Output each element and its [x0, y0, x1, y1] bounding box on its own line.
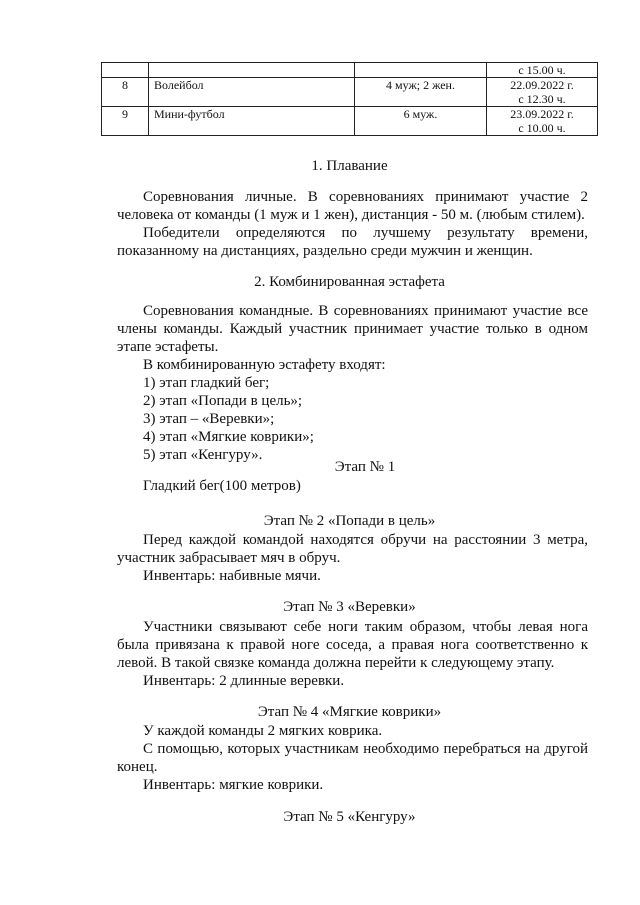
team-composition: 4 муж; 2 жен. [355, 78, 487, 107]
paragraph-line: Перед каждой командой находятся обручи на расстоянии 3 метра, [143, 532, 588, 548]
team-composition: 6 муж. [355, 107, 487, 136]
paragraph-line: Соревнования командные. В соревнованиях принимают участие все [143, 303, 588, 319]
row-number: 9 [102, 107, 149, 136]
stage-text: Гладкий бег(100 метров) [143, 478, 301, 494]
date-time-cell [487, 107, 598, 136]
sport-name [149, 63, 355, 78]
schedule-table [101, 62, 598, 136]
stage-title: Этап № 5 «Кенгуру» [283, 809, 416, 825]
section-title-swimming: 1. Плавание [311, 158, 388, 174]
stage-title: Этап № 2 «Попади в цель» [263, 513, 436, 529]
paragraph-line: участник забрасывает мяч в обруч. [117, 550, 341, 566]
date-time-cell [487, 78, 598, 107]
paragraph-line: С помощью, которых участникам необходимо перебраться на другой [143, 741, 588, 757]
event-date: 22.09.2022 г. [510, 78, 574, 92]
stage-list-item: 2) этап «Попади в цель»; [143, 393, 303, 409]
stage-title: Этап № 3 «Веревки» [283, 599, 416, 615]
event-date: 23.09.2022 г. [510, 107, 574, 121]
section-title-relay: 2. Комбинированная эстафета [254, 274, 445, 290]
team-composition [355, 63, 487, 78]
table-row [102, 107, 598, 136]
inventory-line: Инвентарь: 2 длинные веревки. [143, 673, 345, 689]
stage-list-item: 3) этап – «Веревки»; [143, 411, 275, 427]
sport-name: Мини-футбол [149, 107, 355, 136]
inventory-line: Инвентарь: набивные мячи. [143, 568, 321, 584]
paragraph-line: Победители определяются по лучшему результату времени, [143, 225, 588, 241]
paragraph-line: левой. В такой связке команда должна перейти к следующему этапу. [117, 655, 555, 671]
stage-title: Этап № 4 «Мягкие коврики» [257, 704, 442, 720]
stage-list-item: 4) этап «Мягкие коврики»; [143, 429, 314, 445]
stage-list-item: 5) этап «Кенгуру». [143, 447, 263, 463]
relay-intro: В комбинированную эстафету входят: [143, 357, 386, 373]
paragraph-line: человека от команды (1 муж и 1 жен), дистанция - 50 м. (любым стилем). [117, 207, 585, 223]
paragraph-line: члены команды. Каждый участник принимает участие только в одном [117, 321, 588, 337]
table-row [102, 63, 598, 78]
stage-list-item: 1) этап гладкий бег; [143, 375, 270, 391]
row-number [102, 63, 149, 78]
paragraph-line: У каждой команды 2 мягких коврика. [143, 723, 383, 739]
paragraph-line: показанному на дистанциях, раздельно среди мужчин и женщин. [117, 243, 533, 259]
event-time: с 12.30 ч. [518, 92, 566, 106]
row-number: 8 [102, 78, 149, 107]
event-time: с 15.00 ч. [518, 63, 566, 77]
stage-title: Этап № 1 [334, 459, 396, 475]
event-time: с 10.00 ч. [518, 121, 566, 135]
paragraph-line: Соревнования личные. В соревнованиях принимают участие 2 [143, 189, 588, 205]
paragraph-line: была привязана к правой ноге соседа, а правая нога соответственно к [117, 637, 588, 653]
paragraph-line: конец. [117, 759, 158, 775]
table-row [102, 78, 598, 107]
sport-name: Волейбол [149, 78, 355, 107]
paragraph-line: этапе эстафеты. [117, 339, 219, 355]
paragraph-line: Участники связывают себе ноги таким образом, чтобы левая нога [143, 619, 588, 635]
date-time-cell [487, 63, 598, 78]
inventory-line: Инвентарь: мягкие коврики. [143, 777, 324, 793]
